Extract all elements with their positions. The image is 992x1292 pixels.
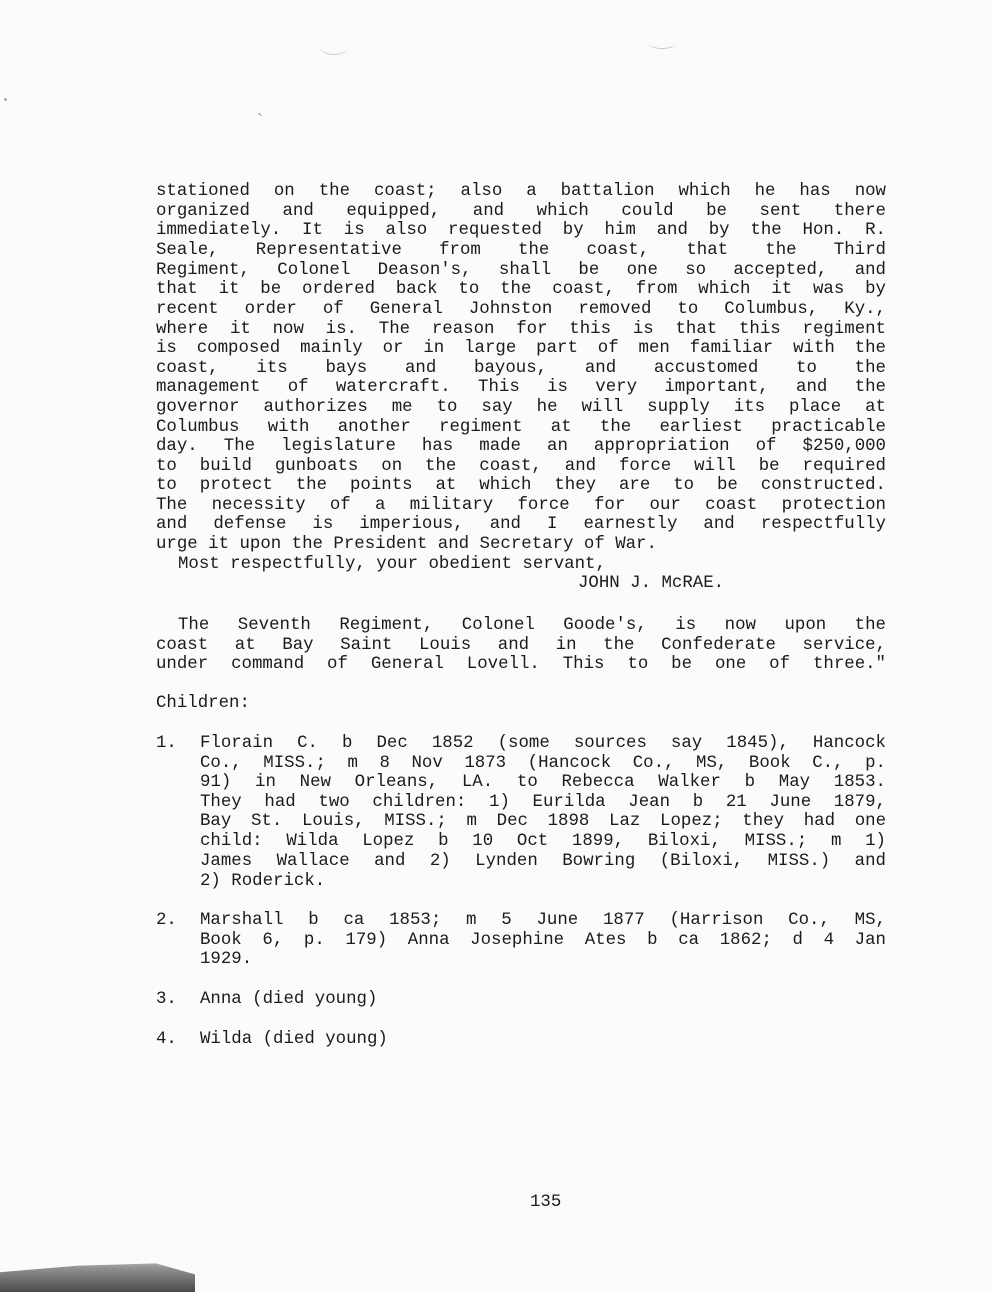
text-line: Book 6, p. 179) Anna Josephine Ates b ca 1862; d 4 Jan (200, 931, 886, 950)
text-line: Seale, Representative from the coast, that the Third (156, 241, 886, 260)
letter-closing: Most respectfully, your obedient servant, (178, 555, 606, 574)
punch-hole-mark (320, 40, 348, 55)
text-line: The necessity of a military force for our coast protection (156, 496, 886, 515)
text-line: that it be ordered back to the coast, from which it was by (156, 280, 886, 299)
text-line: Columbus with another regiment at the earliest practicable (156, 418, 886, 437)
text-line: Florain C. b Dec 1852 (some sources say 1845), Hancock (200, 734, 886, 753)
text-line: The Seventh Regiment, Colonel Goode's, is now upon the (178, 616, 886, 635)
text-line: Marshall b ca 1853; m 5 June 1877 (Harrison Co., MS, (200, 911, 886, 930)
text-line: They had two children: 1) Eurilda Jean b 21 June 1879, (200, 793, 886, 812)
punch-hole-mark (648, 36, 676, 49)
text-line: Wilda (died young) (200, 1030, 388, 1049)
text-line: to build gunboats on the coast, and force will be required (156, 457, 886, 476)
entry-number: 3. (156, 990, 177, 1009)
text-line: day. The legislature has made an appropriation of $250,000 (156, 437, 886, 456)
text-line: stationed on the coast; also a battalion which he has now (156, 182, 886, 201)
text-line: child: Wilda Lopez b 10 Oct 1899, Biloxi, MISS.; m 1) (200, 832, 886, 851)
entry-number: 4. (156, 1030, 177, 1049)
text-line: to protect the points at which they are to be constructed. (156, 476, 886, 495)
text-line: management of watercraft. This is very important, and the (156, 378, 886, 397)
text-line: 91) in New Orleans, LA. to Rebecca Walker b May 1853. (200, 773, 886, 792)
page-number: 135 (530, 1193, 562, 1212)
text-line: is composed mainly or in large part of men familiar with the (156, 339, 886, 358)
text-line: Anna (died young) (200, 990, 378, 1009)
text-line: under command of General Lovell. This to be one of three." (156, 655, 886, 674)
text-line: recent order of General Johnston removed to Columbus, Ky., (156, 300, 886, 319)
text-line: 1929. (200, 950, 253, 969)
text-line: organized and equipped, and which could be sent there (156, 202, 886, 221)
text-line: where it now is. The reason for this is that this regiment (156, 320, 886, 339)
scan-speck (4, 98, 7, 101)
text-line: and defense is imperious, and I earnestly and respectfully (156, 515, 886, 534)
text-line: James Wallace and 2) Lynden Bowring (Biloxi, MISS.) and (200, 852, 886, 871)
text-line: governor authorizes me to say he will supply its place at (156, 398, 886, 417)
entry-number: 2. (156, 911, 177, 930)
text-line: coast, its bays and bayous, and accustomed to the (156, 359, 886, 378)
text-line: coast at Bay Saint Louis and in the Confederate service, (156, 636, 886, 655)
entry-number: 1. (156, 734, 177, 753)
text-line: 2) Roderick. (200, 872, 326, 891)
text-line: Bay St. Louis, MISS.; m Dec 1898 Laz Lopez; they had one (200, 812, 886, 831)
children-heading: Children: (156, 694, 250, 713)
scan-speck (258, 113, 262, 117)
text-line: urge it upon the President and Secretary of War. (156, 535, 657, 554)
text-line: Co., MISS.; m 8 Nov 1873 (Hancock Co., MS, Book C., p. (200, 754, 886, 773)
scan-edge-shadow (0, 1248, 195, 1292)
text-line: Regiment, Colonel Deason's, shall be one so accepted, and (156, 261, 886, 280)
text-line: immediately. It is also requested by him and by the Hon. R. (156, 221, 886, 240)
letter-signature: JOHN J. McRAE. (578, 574, 725, 593)
